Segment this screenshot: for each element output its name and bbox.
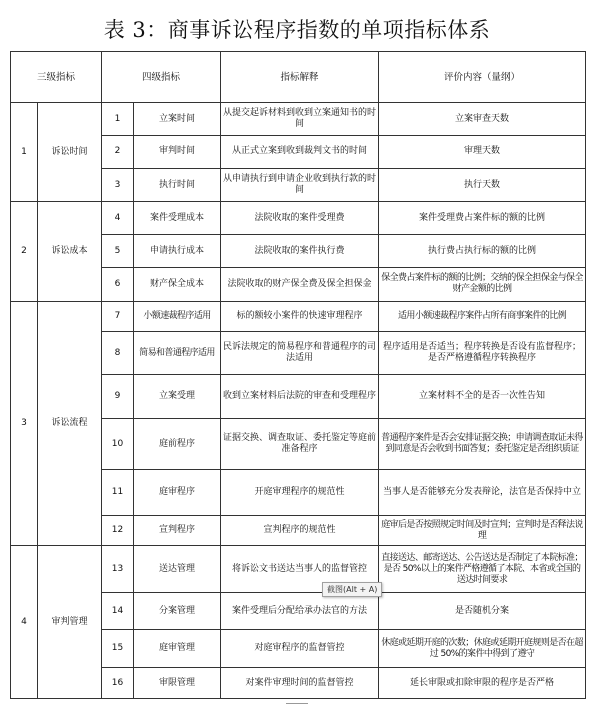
row-number: 13 xyxy=(102,546,134,593)
group-name: 诉讼成本 xyxy=(38,202,102,301)
header-explanation: 指标解释 xyxy=(221,52,379,103)
row-name: 庭审管理 xyxy=(134,630,221,668)
row-number: 15 xyxy=(102,630,134,668)
row-explanation: 民诉法规定的简易程序和普通程序的司法适用 xyxy=(221,332,379,375)
row-name: 小额速裁程序适用 xyxy=(134,301,221,332)
group-number: 1 xyxy=(11,103,38,202)
page-bottom-mark xyxy=(286,703,308,704)
row-number: 12 xyxy=(102,515,134,546)
row-number: 11 xyxy=(102,469,134,515)
row-evaluation: 立案审查天数 xyxy=(379,103,586,136)
row-name: 审判时间 xyxy=(134,135,221,168)
row-explanation: 对案件审理时间的监督管控 xyxy=(221,668,379,699)
row-explanation: 案件受理后分配给承办法官的方法 xyxy=(221,593,379,630)
group-name: 审判管理 xyxy=(38,546,102,699)
row-number: 6 xyxy=(102,267,134,301)
row-explanation: 开庭审理程序的规范性 xyxy=(221,469,379,515)
row-explanation: 将诉讼文书送达当事人的监督管控 xyxy=(221,546,379,593)
table-row xyxy=(11,546,586,593)
group-name: 诉讼流程 xyxy=(38,301,102,546)
row-name: 案件受理成本 xyxy=(134,202,221,235)
row-explanation: 标的额较小案件的快速审理程序 xyxy=(221,301,379,332)
row-explanation: 对庭审程序的监督管控 xyxy=(221,630,379,668)
row-evaluation: 是否随机分案 xyxy=(379,593,586,630)
row-evaluation: 执行费占执行标的额的比例 xyxy=(379,235,586,268)
row-explanation: 收到立案材料后法院的审查和受理程序 xyxy=(221,375,379,419)
row-name: 执行时间 xyxy=(134,168,221,202)
table-row xyxy=(11,202,586,235)
page-title: 表 3：商事诉讼程序指数的单项指标体系 xyxy=(103,18,491,42)
indicator-table xyxy=(10,51,586,699)
row-number: 1 xyxy=(102,103,134,136)
header-level4: 四级指标 xyxy=(102,52,221,103)
row-number: 16 xyxy=(102,668,134,699)
row-explanation: 证据交换、调查取证、委托鉴定等庭前准备程序 xyxy=(221,419,379,469)
row-evaluation: 庭审后是否按照规定时间及时宣判；宣判时是否释法说理 xyxy=(379,515,586,546)
row-number: 2 xyxy=(102,135,134,168)
row-evaluation: 直接送达、邮寄送达、公告送达是否制定了本院标准；是否 50%以上的案件严格遵循了本院、本省或全国的送达时间要求 xyxy=(379,546,586,593)
row-name: 庭审程序 xyxy=(134,469,221,515)
row-explanation: 从正式立案到收到裁判文书的时间 xyxy=(221,135,379,168)
row-evaluation: 程序适用是否适当；程序转换是否设有监督程序；是否严格遵循程序转换程序 xyxy=(379,332,586,375)
row-evaluation: 立案材料不全的是否一次性告知 xyxy=(379,375,586,419)
table-row xyxy=(11,103,586,136)
row-explanation: 从提交起诉材料到收到立案通知书的时间 xyxy=(221,103,379,136)
row-explanation: 宣判程序的规范性 xyxy=(221,515,379,546)
row-explanation: 法院收取的财产保全费及保全担保金 xyxy=(221,267,379,301)
row-name: 立案受理 xyxy=(134,375,221,419)
row-evaluation: 案件受理费占案件标的额的比例 xyxy=(379,202,586,235)
row-evaluation: 延长审限或扣除审限的程序是否严格 xyxy=(379,668,586,699)
row-name: 简易和普通程序适用 xyxy=(134,332,221,375)
row-evaluation: 审理天数 xyxy=(379,135,586,168)
row-explanation: 法院收取的案件受理费 xyxy=(221,202,379,235)
row-name: 申请执行成本 xyxy=(134,235,221,268)
row-name: 宣判程序 xyxy=(134,515,221,546)
row-name: 财产保全成本 xyxy=(134,267,221,301)
screenshot-shortcut-tooltip: 截图(Alt + A) xyxy=(322,582,382,597)
row-evaluation: 休庭或延期开庭的次数；休庭或延期开庭规则是否在超过 50%的案件中得到了遵守 xyxy=(379,630,586,668)
row-number: 14 xyxy=(102,593,134,630)
row-name: 立案时间 xyxy=(134,103,221,136)
row-number: 8 xyxy=(102,332,134,375)
row-number: 10 xyxy=(102,419,134,469)
row-evaluation: 普通程序案件是否会安排证据交换；申请调查取证未得到同意是否会收到书面答复；委托鉴定是否组织质证 xyxy=(379,419,586,469)
group-number: 2 xyxy=(11,202,38,301)
table-row xyxy=(11,301,586,332)
group-number: 3 xyxy=(11,301,38,546)
row-number: 3 xyxy=(102,168,134,202)
row-evaluation: 当事人是否能够充分发表辩论，法官是否保持中立 xyxy=(379,469,586,515)
row-name: 庭前程序 xyxy=(134,419,221,469)
row-evaluation: 保全费占案件标的额的比例；交纳的保全担保金与保全财产金额的比例 xyxy=(379,267,586,301)
row-name: 审限管理 xyxy=(134,668,221,699)
header-level3: 三级指标 xyxy=(11,52,102,103)
row-evaluation: 适用小额速裁程序案件占所有商事案件的比例 xyxy=(379,301,586,332)
header-evaluation: 评价内容（量纲） xyxy=(379,52,586,103)
row-number: 9 xyxy=(102,375,134,419)
group-number: 4 xyxy=(11,546,38,699)
row-name: 送达管理 xyxy=(134,546,221,593)
row-explanation: 法院收取的案件执行费 xyxy=(221,235,379,268)
group-name: 诉讼时间 xyxy=(38,103,102,202)
row-number: 7 xyxy=(102,301,134,332)
row-name: 分案管理 xyxy=(134,593,221,630)
row-number: 5 xyxy=(102,235,134,268)
row-explanation: 从申请执行到申请企业收到执行款的时间 xyxy=(221,168,379,202)
table-header-row xyxy=(11,52,586,103)
row-number: 4 xyxy=(102,202,134,235)
row-evaluation: 执行天数 xyxy=(379,168,586,202)
